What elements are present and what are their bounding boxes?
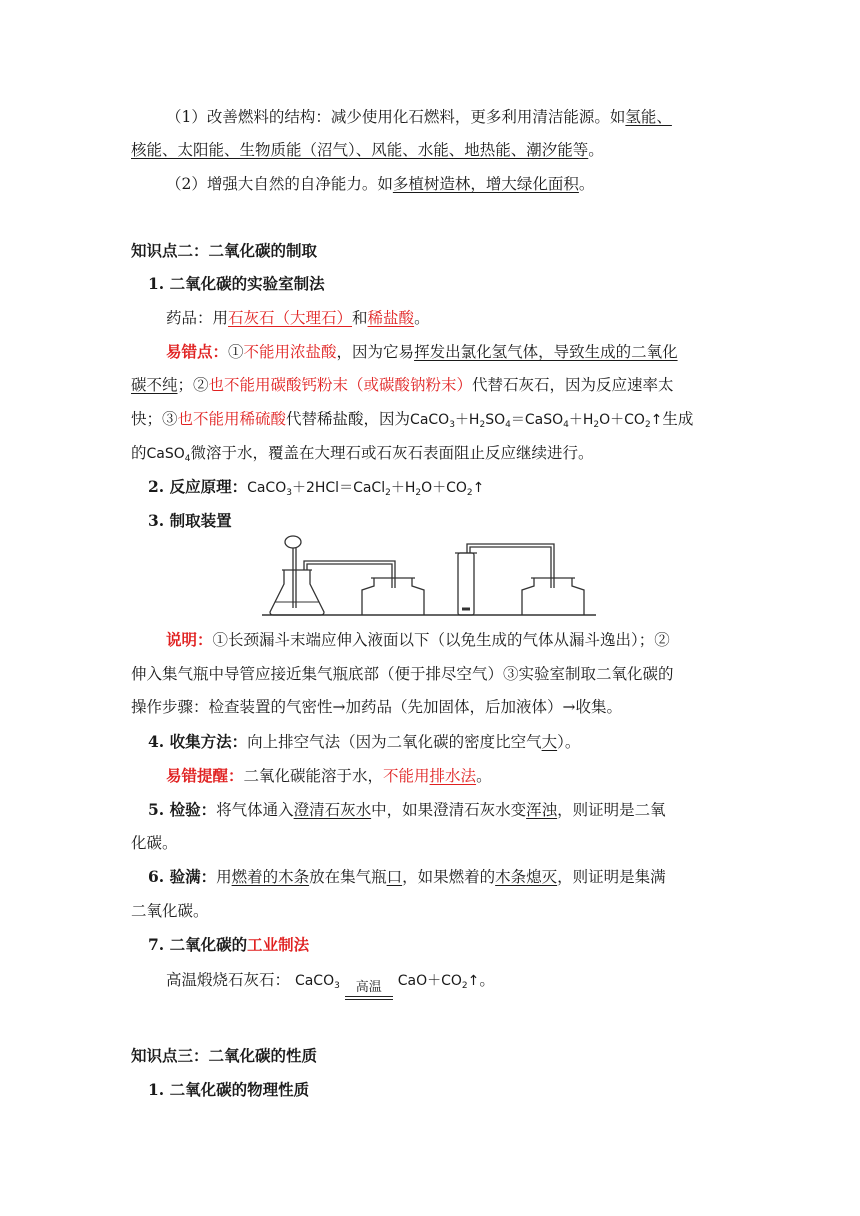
heading-full-check: 6. 验满：用燃着的木条放在集气瓶口，如果燃着的木条熄灭，则证明是集满 <box>148 867 666 886</box>
heading-test-cont: 化碳。 <box>131 834 178 852</box>
heading-lab-method: 1. 二氧化碳的实验室制法 <box>148 274 325 293</box>
heading-collection: 4. 收集方法：向上排空气法（因为二氧化碳的密度比空气大）。 <box>148 732 581 751</box>
section-title-co2-properties: 知识点三：二氧化碳的性质 <box>131 1046 318 1065</box>
section-title-co2-preparation: 知识点二：二氧化碳的制取 <box>131 241 318 260</box>
paragraph-error-points-cont3: 的CaSO$_4$微溶于水，覆盖在大理石或石灰石表面阻止反应继续进行。 <box>131 444 594 464</box>
paragraph-tip: 易错提醒：二氧化碳能溶于水，不能用排水法。 <box>166 766 492 785</box>
co2-apparatus-diagram <box>262 534 598 620</box>
equation-caco3-hcl: $CaCO_3+2HCl=CaCl_2+H_2O+CO_2↑$ <box>247 480 485 498</box>
heading-industrial-method: 7. 二氧化碳的工业制法 <box>148 935 310 954</box>
paragraph-drugs: 药品：用石灰石（大理石）和稀盐酸。 <box>166 309 430 327</box>
paragraph-error-points: 易错点：①不能用浓盐酸，因为它易挥发出氯化氢气体，导致生成的二氧化 <box>166 342 678 361</box>
heading-reaction-principle: 2. 反应原理：$CaCO_3+2HCl=CaCl_2+H_2O+CO_2↑$ <box>148 477 485 498</box>
heading-apparatus: 3. 制取装置 <box>148 511 232 530</box>
paragraph-error-points-cont2: 快；③也不能用稀硫酸代替稀盐酸，因为$CaCO_3+H_2SO_4=CaSO_4+H_2O+CO_2↑$生成 <box>131 410 694 430</box>
equation-caco3-h2so4: $CaCO_3+H_2SO_4=CaSO_4+H_2O+CO_2↑$ <box>410 412 663 430</box>
paragraph-notes: 说明：①长颈漏斗末端应伸入液面以下（以免生成的气体从漏斗逸出）；② <box>166 630 670 649</box>
heading-physical-properties: 1. 二氧化碳的物理性质 <box>148 1080 310 1099</box>
paragraph-error-points-cont1: 碳不纯；②也不能用碳酸钙粉末（或碳酸钠粉末）代替石灰石，因为反应速率太 <box>131 376 674 394</box>
paragraph-self-purification: （2）增强大自然的自净能力。如多植树造林，增大绿化面积。 <box>166 175 595 193</box>
paragraph-fuel-structure: （1）改善燃料的结构：减少使用化石燃料，更多利用清洁能源。如氢能、 <box>166 108 672 126</box>
paragraph-fuel-structure-cont: 核能、太阳能、生物质能（沼气）、风能、水能、地热能、潮汐能等。 <box>131 141 604 159</box>
reaction-condition: 高温 <box>345 981 393 1000</box>
heading-full-check-cont: 二氧化碳。 <box>131 902 209 920</box>
paragraph-notes-cont2: 操作步骤：检查装置的气密性→加药品（先加固体，后加液体）→收集。 <box>131 698 622 716</box>
heading-test: 5. 检验：将气体通入澄清石灰水中，如果澄清石灰水变浑浊，则证明是二氧 <box>148 800 666 819</box>
paragraph-notes-cont1: 伸入集气瓶中导管应接近集气瓶底部（便于排尽空气）③实验室制取二氧化碳的 <box>131 665 674 683</box>
industrial-equation: 高温煅烧石灰石： CaCO$_3$ 高温 $CaO+CO_2↑$。 <box>166 968 495 1000</box>
